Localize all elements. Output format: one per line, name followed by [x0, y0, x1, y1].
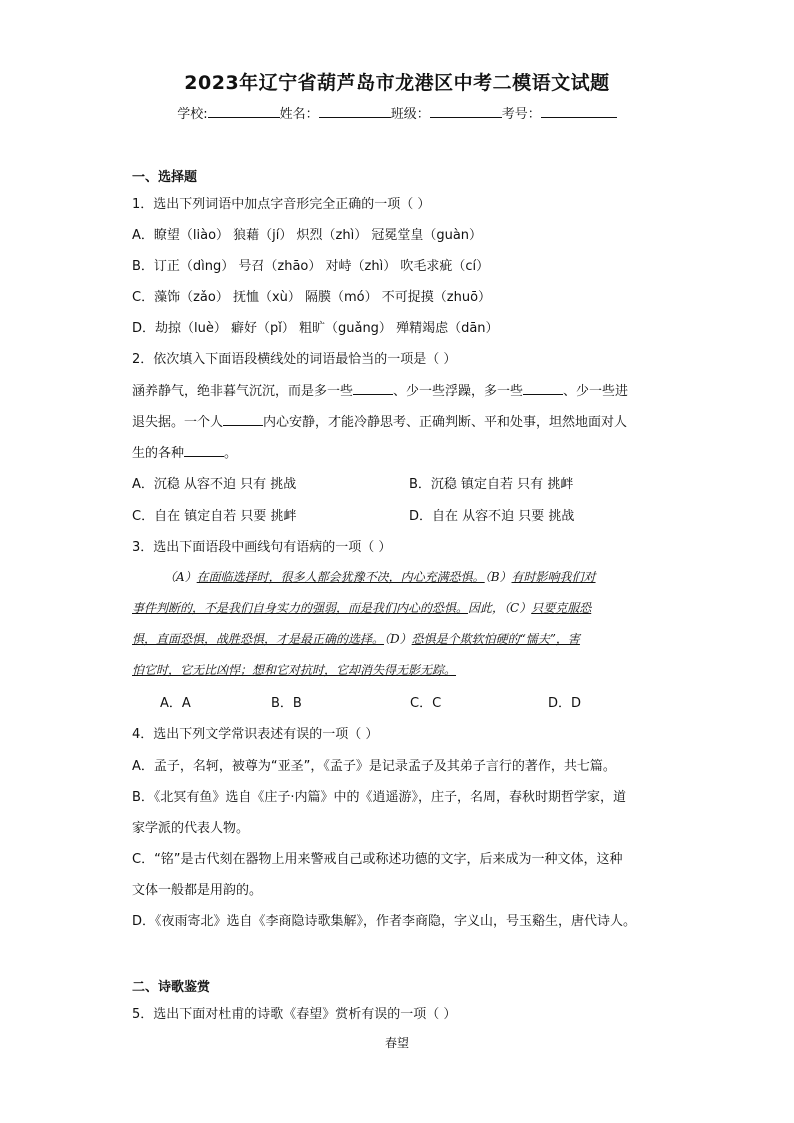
underlined-sentence-d: 恐惧是个欺软怕硬的“懦夫”，害: [411, 632, 580, 646]
question-3-passage-line: [132, 661, 662, 678]
fill-blank-2: [523, 382, 563, 395]
student-info-line: [0, 103, 794, 122]
class-blank[interactable]: [430, 105, 502, 118]
class-label: 班级：: [390, 107, 430, 122]
question-2-option-c[interactable]: C．自在 镇定自若 只要 挑衅: [132, 509, 297, 524]
label-c: 因此，（C）: [468, 601, 532, 615]
underlined-sentence-d: 怕它时，它无比凶悍；想和它对抗时，它却消失得无影无踪。: [132, 663, 457, 677]
question-2-stem: 2．依次填入下面语段横线处的词语最恰当的一项是（ ）: [132, 352, 457, 367]
question-3-passage-line: [132, 568, 662, 585]
underlined-sentence-b: 事件判断的，不是我们自身实力的强弱，而是我们内心的恐惧。: [132, 601, 469, 615]
question-2-passage-line: [132, 380, 628, 399]
passage-text: 、少一些进: [563, 384, 629, 399]
passage-text: 。: [224, 446, 238, 461]
underlined-sentence-b: 有时影响我们对: [511, 570, 596, 584]
question-1-stem: 1．选出下列词语中加点字音形完全正确的一项（ ）: [132, 197, 431, 212]
question-4-option-b-cont: 家学派的代表人物。: [132, 821, 250, 836]
passage-text: 退失据。一个人: [132, 415, 224, 430]
exam-no-label: 考号：: [501, 107, 541, 122]
underlined-sentence-a: 在面临选择时，很多人都会犹豫不决，内心充满恐惧。: [196, 570, 485, 584]
question-4-stem: 4．选出下列文学常识表述有误的一项（ ）: [132, 727, 379, 742]
underlined-sentence-c: 只要克服恐: [531, 601, 592, 615]
name-label: 姓名：: [279, 107, 319, 122]
passage-text: 生的各种: [132, 446, 185, 461]
label-d: （D）: [384, 632, 412, 646]
question-1-option-c[interactable]: C．藻饰（zǎo） 抚恤（xù） 隔膜（mó） 不可捉摸（zhuō）: [132, 290, 492, 305]
question-1-option-d[interactable]: D．劫掠（luè） 癖好（pǐ） 粗旷（guǎng） 殚精竭虑（dān）: [132, 321, 499, 336]
question-3-option-c[interactable]: C．C: [410, 696, 442, 711]
question-4-option-a[interactable]: A．孟子，名轲，被尊为“亚圣”，《孟子》是记录孟子及其弟子言行的著作，共七篇。: [132, 759, 616, 774]
school-label: 学校:: [177, 107, 208, 122]
underlined-sentence-c: 惧，直面恐惧，战胜恐惧，才是最正确的选择。: [132, 632, 385, 646]
question-4-option-c[interactable]: C．“铭”是古代刻在器物上用来警戒自己或称述功德的文字，后来成为一种文体，这种: [132, 852, 623, 867]
name-blank[interactable]: [319, 105, 391, 118]
question-5-stem: 5．选出下面对杜甫的诗歌《春望》赏析有误的一项（ ）: [132, 1007, 457, 1022]
exam-no-blank[interactable]: [541, 105, 617, 118]
passage-text: 涵养静气，绝非暮气沉沉，而是多一些: [132, 384, 354, 399]
fill-blank-3: [223, 413, 263, 426]
question-3-stem: 3．选出下面语段中画线句有语病的一项（ ）: [132, 540, 392, 555]
passage-text: 、少一些浮躁，多一些: [393, 384, 524, 399]
question-1-option-a[interactable]: A．瞭望（liào） 狼藉（jí） 炽烈（zhì） 冠冕堂皇（guàn）: [132, 228, 483, 243]
question-2-option-d[interactable]: D．自在 从容不迫 只要 挑战: [409, 509, 575, 524]
question-4-option-b[interactable]: B．《北冥有鱼》选自《庄子·内篇》中的《逍遥游》，庄子，名周，春秋时期哲学家，道: [132, 790, 627, 805]
question-3-option-d[interactable]: D．D: [548, 696, 582, 711]
page-title: 2023年辽宁省葫芦岛市龙港区中考二模语文试题: [184, 72, 610, 94]
poem-title: 春望: [384, 1036, 409, 1050]
question-2-passage-line: [132, 442, 237, 461]
question-1-option-b[interactable]: B．订正（dìng） 号召（zhāo） 对峙（zhì） 吹毛求疵（cí）: [132, 259, 490, 274]
passage-text: 内心安静，才能冷静思考、正确判断、平和处事，坦然地面对人: [263, 415, 628, 430]
label-a: （A）: [164, 570, 197, 584]
question-2-option-b[interactable]: B．沉稳 镇定自若 只有 挑衅: [409, 477, 574, 492]
question-2-option-a[interactable]: A．沉稳 从容不迫 只有 挑战: [132, 477, 297, 492]
question-3-option-b[interactable]: B．B: [271, 696, 302, 711]
question-3-option-a[interactable]: A．A: [160, 696, 191, 711]
question-2-passage-line: [132, 411, 627, 430]
question-3-passage-line: [132, 630, 662, 647]
label-b: （B）: [484, 570, 512, 584]
question-3-passage-line: [132, 599, 662, 616]
section-heading-poetry: 二、诗歌鉴赏: [132, 980, 211, 995]
fill-blank-1: [353, 382, 393, 395]
fill-blank-4: [184, 444, 224, 457]
question-4-option-d[interactable]: D．《夜雨寄北》选自《李商隐诗歌集解》，作者李商隐，字义山，号玉谿生，唐代诗人。: [132, 914, 637, 929]
section-heading-choice: 一、选择题: [132, 170, 198, 185]
school-blank[interactable]: [208, 105, 280, 118]
question-4-option-c-cont: 文体一般都是用韵的。: [132, 883, 263, 898]
